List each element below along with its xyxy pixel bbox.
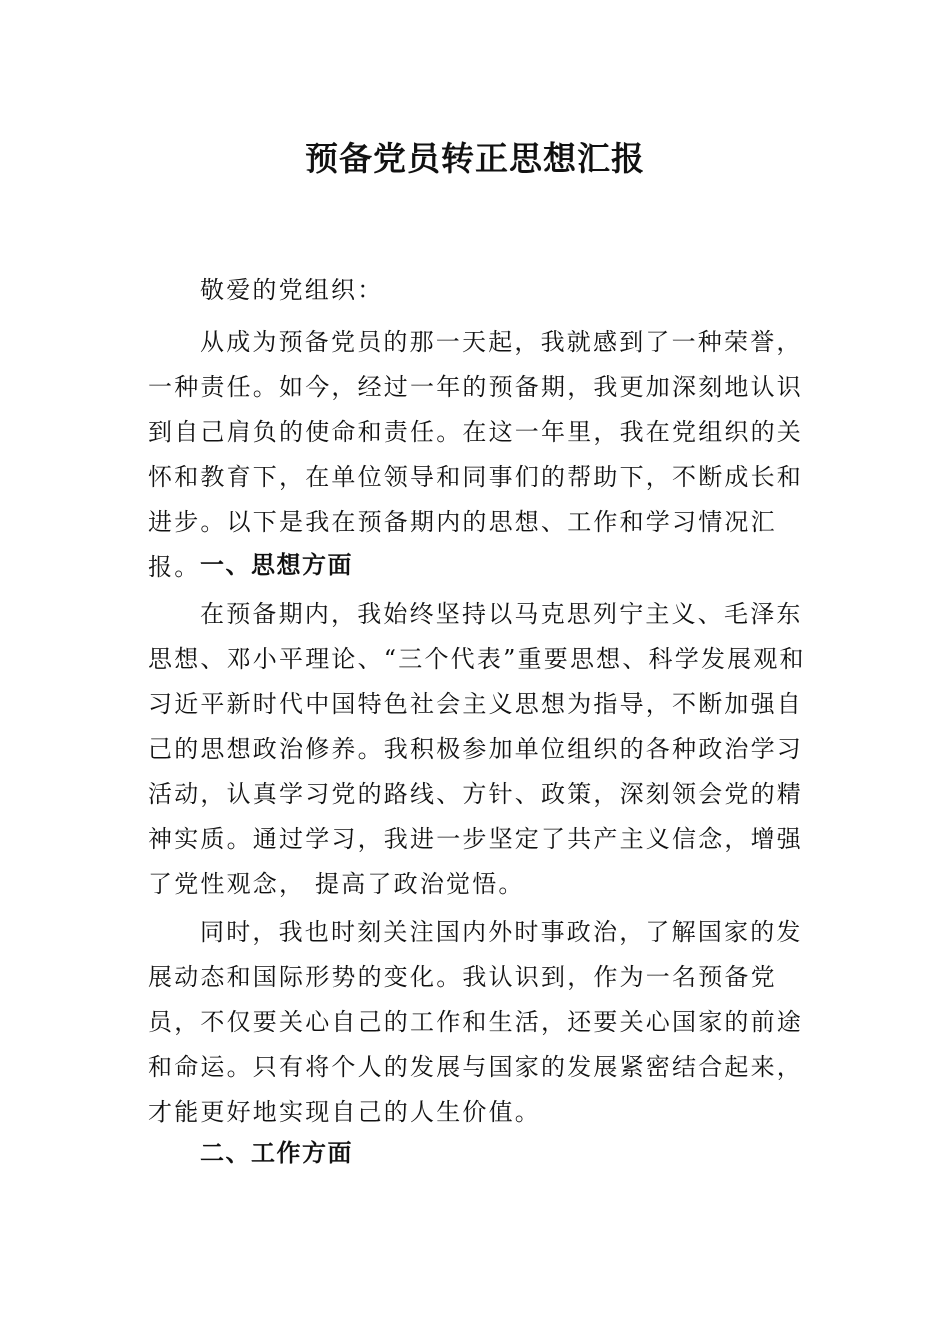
section-heading-thought: 一、思想方面 — [200, 551, 353, 579]
paragraph-intro: 从成为预备党员的那一天起，我就感到了一种荣誉，一种责任。如今，经过一年的预备期，我更加深刻地认识到自己肩负的使命和责任。在这一年里，我在党组织的关怀和教育下，在单位领导和同事们的帮助下，不断成长和进步。以下是我在预备期内的思想、工作和学习情况汇报。 — [148, 328, 803, 581]
paragraph-thought: 在预备期内，我始终坚持以马克思列宁主义、毛泽东思想、邓小平理论、“三个代表”重要思想、科学发展观和习近平新时代中国特色社会主义思想为指导，不断加强自己的思想政治修养。我积极参加单位组织的各种政治学习活动，认真学习党的路线、方针、政策，深刻领会党的精神实质。通过学习，我进一步坚定了共产主义信念，增强了党性观念， 提高了政治觉悟。 — [148, 600, 806, 898]
paragraph-current-affairs: 同时，我也时刻关注国内外时事政治，了解国家的发展动态和国际形势的变化。我认识到，作为一名预备党员，不仅要关心自己的工作和生活，还要关心国家的前途和命运。只有将个人的发展与国家的发展紧密结合起来，才能更好地实现自己的人生价值。 — [148, 918, 803, 1126]
document-title: 预备党员转正思想汇报 — [305, 139, 645, 178]
section-heading-work: 二、工作方面 — [200, 1139, 353, 1167]
salutation: 敬爱的党组织： — [200, 276, 384, 304]
